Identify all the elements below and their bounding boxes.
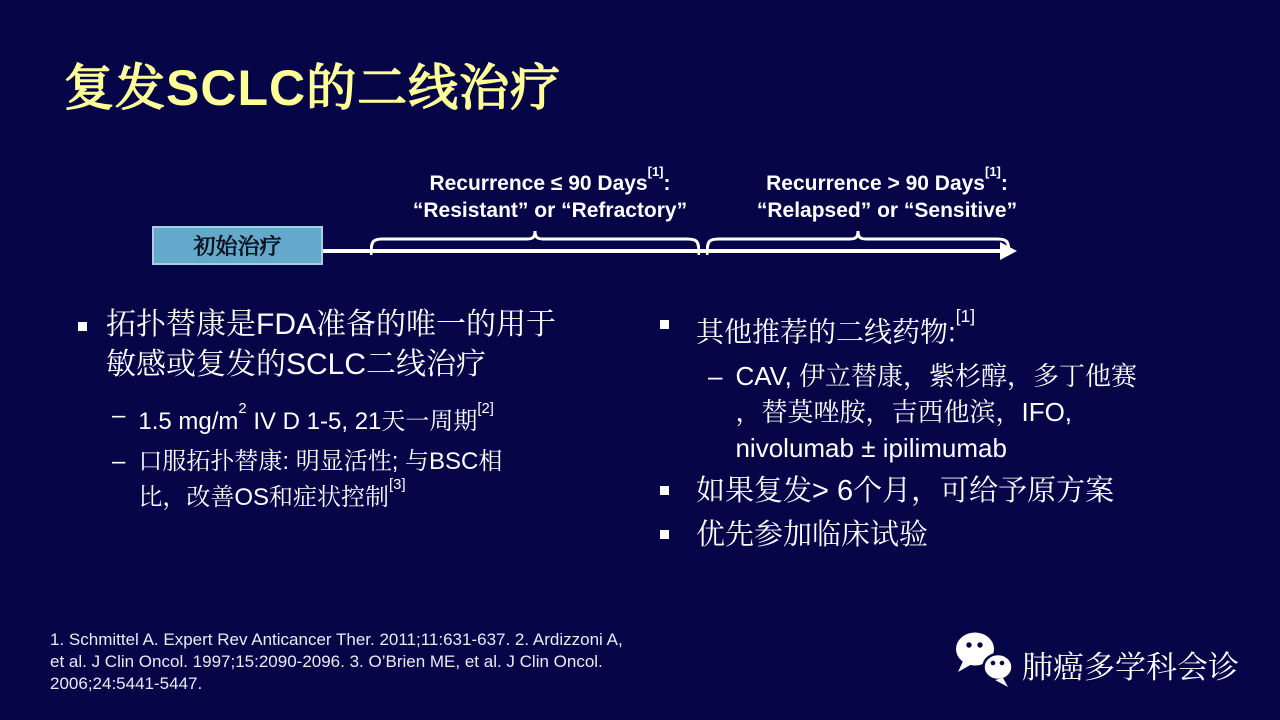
dash-marker: –: [708, 361, 723, 391]
timeline-header-sensitive: [733, 164, 1041, 224]
timeline-arrowhead-icon: [1000, 242, 1017, 260]
right-bullet2: 如果复发> 6个月，可给予原方案: [696, 475, 1115, 507]
square-bullet-icon: [660, 530, 669, 539]
left-sub-bullet1: [112, 401, 494, 437]
square-bullet-icon: [660, 320, 669, 329]
wechat-account-label: 肺癌多学科会诊: [1022, 650, 1239, 685]
left-sub-bullet2-text: [138, 447, 502, 513]
timeline-arrow-line: [323, 249, 1002, 253]
initial-treatment-box: [152, 226, 323, 265]
initial-treatment-label: 初始治疗: [193, 234, 282, 259]
left-sub-bullet1-text: [138, 401, 494, 437]
right-sub-line2: ，替莫唑胺，吉西他滨，IFO,: [735, 397, 1073, 427]
reference-line: 2006;24:5441-5447.: [50, 674, 203, 693]
header-resistant-text: Recurrence ≤ 90 Days: [429, 172, 648, 195]
header-resistant-line2: “Resistant” or “Refractory”: [412, 199, 688, 222]
right-sub-bullet1: [708, 358, 1137, 466]
reference-line: 1. Schmittel A. Expert Rev Anticancer Ther. 2011;11:631-637. 2. Ardizzoni A,: [50, 630, 623, 649]
right-sub-line1: CAV, 伊立替康，紫杉醇，多丁他赛: [735, 361, 1138, 391]
header-sensitive-line2: “Relapsed” or “Sensitive”: [756, 199, 1018, 222]
right-sub-bullet1-text: [735, 358, 1137, 466]
ref-2: [2]: [477, 400, 494, 417]
schedule-text: IV D 1-5, 21天一周期: [246, 408, 478, 435]
left-sub-bullet2-line2-text: 比，改善OS和症状控制: [138, 484, 390, 511]
header-sensitive-line1: [733, 164, 1041, 197]
header-sensitive-ref: [1]: [984, 163, 1001, 179]
timeline-header-resistant: [395, 164, 705, 224]
header-resistant-colon: :: [663, 172, 671, 195]
square-bullet-icon: [78, 322, 87, 331]
reference-line: et al. J Clin Oncol. 1997;15:2090-2096. 3. O’Brien ME, et al. J Clin Oncol.: [50, 652, 603, 671]
footer-references: [50, 629, 623, 695]
header-resistant-ref: [1]: [647, 163, 664, 179]
header-resistant-line1: [395, 164, 705, 197]
left-sub-bullet2-line2: [138, 477, 502, 513]
right-bullet3: 优先参加临床试验: [696, 519, 929, 551]
right-sub-line3: nivolumab ± ipilimumab: [735, 433, 1007, 463]
left-bullet1-line1: 拓扑替康是FDA准备的唯一的用于: [106, 308, 556, 341]
square-bullet-icon: [660, 486, 669, 495]
exponent: 2: [238, 400, 247, 417]
left-bullet1-line2: 敏感或复发的SCLC二线治疗: [106, 348, 487, 381]
ref-3: [3]: [389, 476, 406, 493]
page-title: 复发SCLC的二线治疗: [64, 60, 562, 116]
header-sensitive-text: Recurrence > 90 Days: [766, 172, 985, 195]
header-sensitive-colon: :: [1000, 172, 1008, 195]
right-bullet1-text: 其他推荐的二线药物:: [696, 316, 956, 348]
dash-marker: –: [112, 402, 126, 429]
left-sub-bullet2-line1: 口服拓扑替康: 明显活性; 与BSC相: [138, 448, 503, 475]
ref-1: [1]: [955, 306, 976, 327]
wechat-logo-icon: [952, 630, 1018, 690]
dose-text: 1.5 mg/m: [138, 408, 239, 435]
dash-marker: –: [112, 448, 126, 475]
left-sub-bullet2: [112, 447, 502, 513]
right-bullet1: [696, 307, 975, 350]
